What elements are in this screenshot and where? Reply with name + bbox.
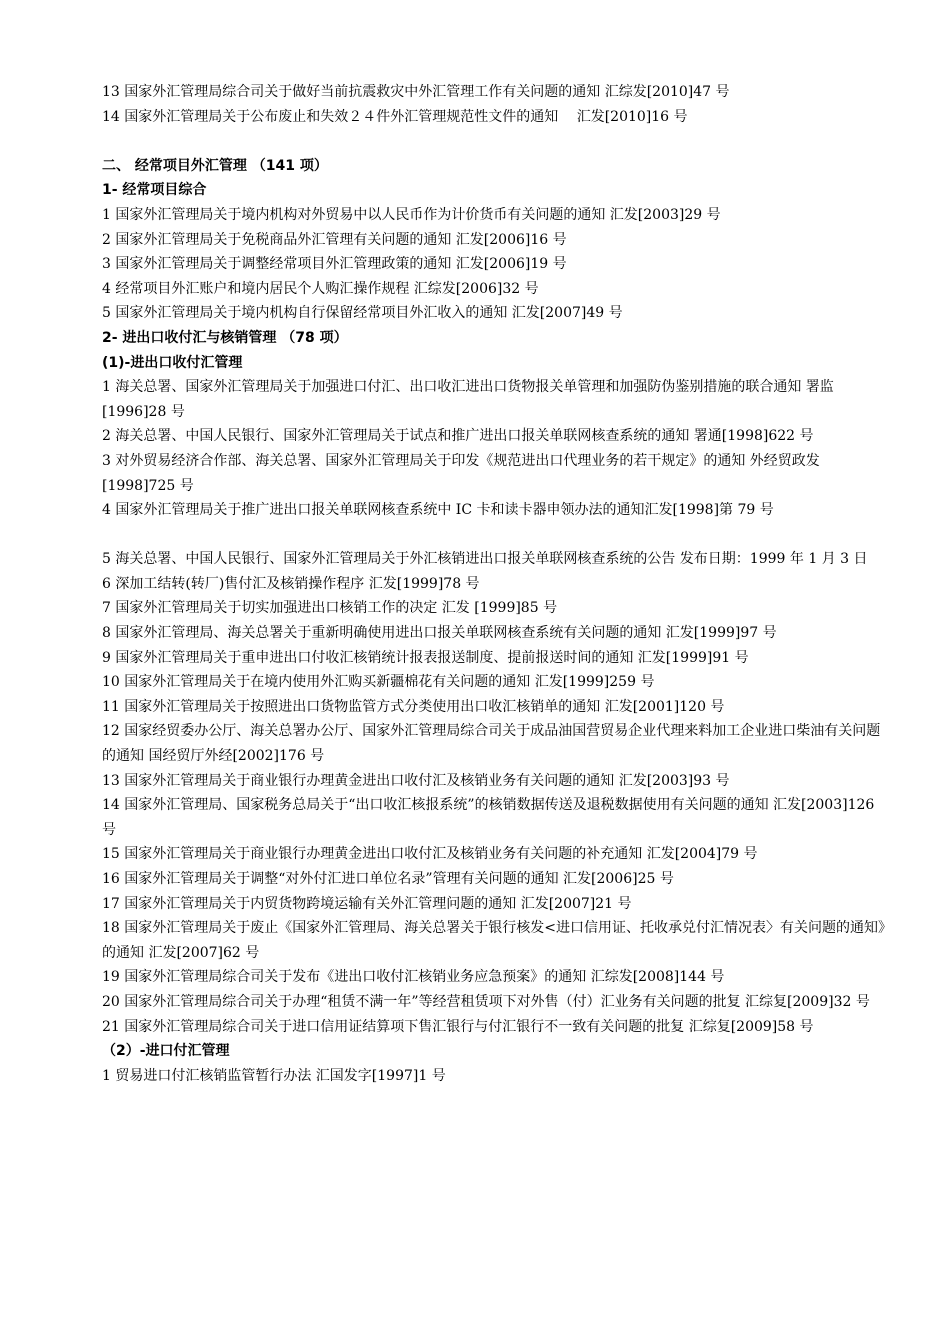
list-item: 11 国家外汇管理局关于按照进出口货物监管方式分类使用出口收汇核销单的通知 汇发[2001]120 号 [102,698,725,715]
list-item: 17 国家外汇管理局关于内贸货物跨境运输有关外汇管理问题的通知 汇发[2007]21 号 [102,895,632,912]
list-item: 9 国家外汇管理局关于重申进出口付收汇核销统计报表报送制度、提前报送时间的通知 汇发[1999]91 号 [102,649,749,666]
spacer [102,523,892,548]
list-item: 8 国家外汇管理局、海关总署关于重新明确使用进出口报关单联网核查系统有关问题的通知 汇发[1999]97 号 [102,625,777,642]
list-item: 21 国家外汇管理局综合司关于进口信用证结算项下售汇银行与付汇银行不一致有关问题的批复 汇综复[2009]58 号 [102,1018,814,1035]
list-item: 10 国家外汇管理局关于在境内使用外汇购买新疆棉花有关问题的通知 汇发[1999]259 号 [102,674,655,691]
list-item: 14 国家外汇管理局、国家税务总局关于“出口收汇核报系统”的核销数据传送及退税数据使用有关问题的通知 汇发[2003]126 号 [102,797,875,838]
document-page [102,80,892,1088]
list-item: 5 海关总署、中国人民银行、国家外汇管理局关于外汇核销进出口报关单联网核查系统的公告 发布日期：1999 年 1 月 3 日 [102,551,868,568]
part-heading: （2）-进口付汇管理 [102,1043,230,1060]
part-heading: (1)-进出口收付汇管理 [102,354,243,371]
section-heading: 二、 经常项目外汇管理 （141 项） [102,157,328,174]
list-item: 2 海关总署、中国人民银行、国家外汇管理局关于试点和推广进出口报关单联网核查系统的通知 署通[1998]622 号 [102,428,814,445]
list-item: 14 国家外汇管理局关于公布废止和失效２４件外汇管理规范性文件的通知 汇发[2010]16 号 [102,108,688,125]
list-item: 7 国家外汇管理局关于切实加强进出口核销工作的决定 汇发 [1999]85 号 [102,600,558,617]
list-item: 3 对外贸易经济合作部、海关总署、国家外汇管理局关于印发《规范进出口代理业务的若干规定》的通知 外经贸政发[1998]725 号 [102,452,820,494]
list-item: 20 国家外汇管理局综合司关于办理“租赁不满一年”等经营租赁项下对外售（付）汇业务有关问题的批复 汇综复[2009]32 号 [102,993,870,1010]
list-item: 12 国家经贸委办公厅、海关总署办公厅、国家外汇管理局综合司关于成品油国营贸易企业代理来料加工企业进口柴油有关问题的通知 国经贸厅外经[2002]176 号 [102,723,881,765]
list-item: 15 国家外汇管理局关于商业银行办理黄金进出口收付汇及核销业务有关问题的补充通知 汇发[2004]79 号 [102,846,758,863]
list-item: 13 国家外汇管理局综合司关于做好当前抗震救灾中外汇管理工作有关问题的通知 汇综发[2010]47 号 [102,84,730,100]
list-item: 18 国家外汇管理局关于废止《国家外汇管理局、海关总署关于银行核发<进口信用证、托收承兑付汇情况表〉有关问题的通知》的通知 汇发[2007]62 号 [102,920,892,961]
list-item: 3 国家外汇管理局关于调整经常项目外汇管理政策的通知 汇发[2006]19 号 [102,256,567,273]
list-item: 6 深加工结转(转厂)售付汇及核销操作程序 汇发[1999]78 号 [102,575,480,592]
list-item: 16 国家外汇管理局关于调整“对外付汇进口单位名录”管理有关问题的通知 汇发[2006]25 号 [102,871,674,887]
list-item: 5 国家外汇管理局关于境内机构自行保留经常项目外汇收入的通知 汇发[2007]49 号 [102,305,623,322]
list-item: 4 经常项目外汇账户和境内居民个人购汇操作规程 汇综发[2006]32 号 [102,280,539,297]
list-item: 1 海关总署、国家外汇管理局关于加强进口付汇、出口收汇进出口货物报关单管理和加强防伪鉴别措施的联合通知 署监[1996]28 号 [102,379,834,420]
spacer [102,129,892,154]
subsection-heading: 2- 进出口收付汇与核销管理 （78 项） [102,329,348,346]
list-item: 4 国家外汇管理局关于推广进出口报关单联网核查系统中 IC 卡和读卡器申领办法的通知汇发[1998]第 79 号 [102,502,774,519]
list-item: 1 贸易进口付汇核销监管暂行办法 汇国发字[1997]1 号 [102,1067,446,1084]
list-item: 19 国家外汇管理局综合司关于发布《进出口收付汇核销业务应急预案》的通知 汇综发[2008]144 号 [102,969,725,986]
list-item: 13 国家外汇管理局关于商业银行办理黄金进出口收付汇及核销业务有关问题的通知 汇发[2003]93 号 [102,772,730,789]
list-item: 2 国家外汇管理局关于免税商品外汇管理有关问题的通知 汇发[2006]16 号 [102,231,567,248]
subsection-heading: 1- 经常项目综合 [102,182,207,199]
list-item: 1 国家外汇管理局关于境内机构对外贸易中以人民币作为计价货币有关问题的通知 汇发[2003]29 号 [102,206,721,223]
